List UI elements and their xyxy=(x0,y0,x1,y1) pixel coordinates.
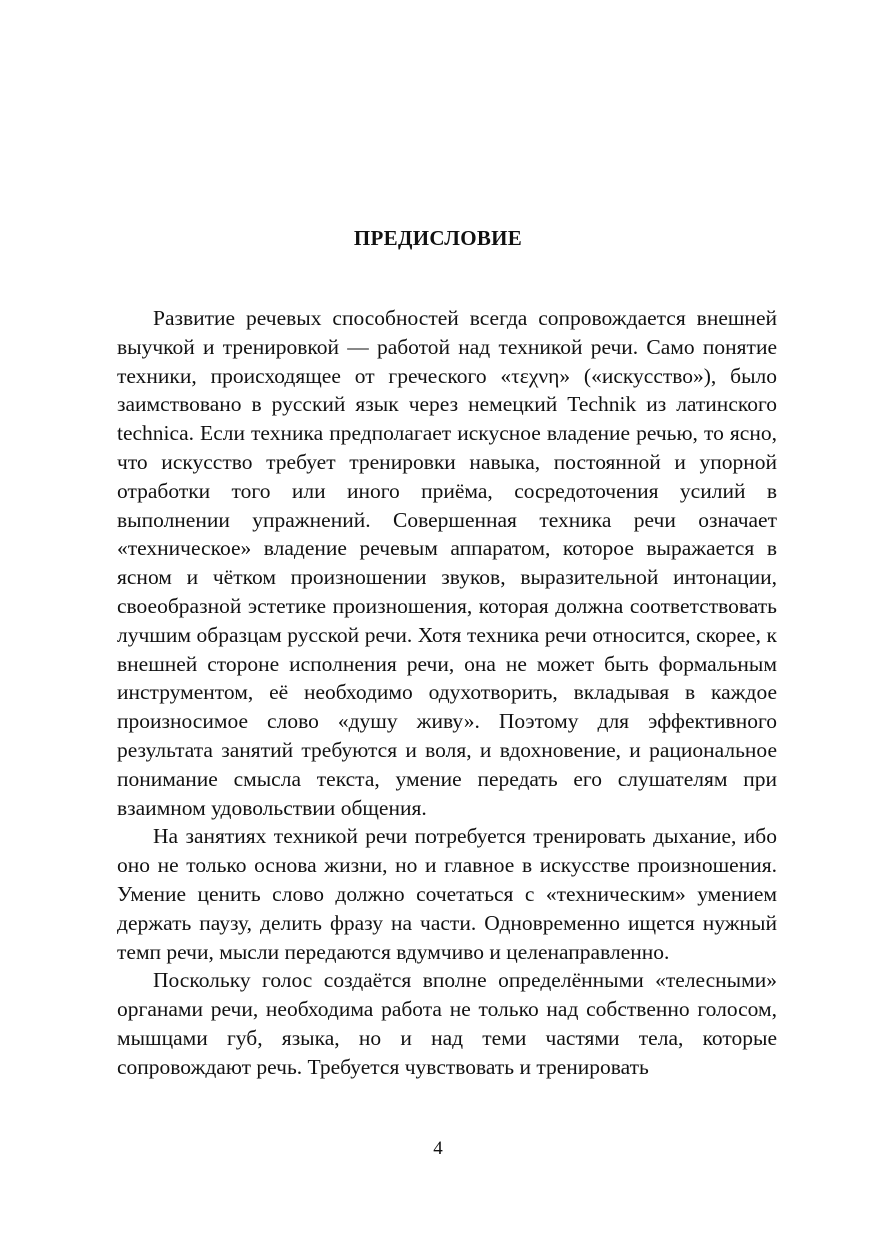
paragraph-3: Поскольку голос создаётся вполне определёнными «телесными» органами речи, необходима работа не только над собственно голосом, мышцами губ, языка, но и над теми частями тела, которые сопровождают речь. Требуется чувствовать и тренировать xyxy=(117,968,777,1079)
paragraph-1: Развитие речевых способностей всегда сопровождается внешней выучкой и тренировкой — работой над техникой речи. Само понятие техники, происходящее от греческого «τεχνη» («искусство»), было заимствовано в русский язык через немецкий Technik из латинского technica. Если техника предполагает искусное владение речью, то ясно, что искусство требует тренировки навыка, постоянной и упорной отработки того или иного приёма, сосредоточения усилий в выполнении упражнений. Совершенная техника речи означает «техническое» владение речевым аппаратом, которое выражается в ясном и чётком произношении звуков, выразительной интонации, своеобразной эстетике произношения, которая должна соответствовать лучшим образцам русской речи. Хотя техника речи относится, скорее, к внешней стороне исполнения речи, она не может быть формальным инструментом, её необходимо одухотворить, вкладывая в каждое произносимое слово «душу живу». Поэтому для эффективного результата занятий требуются и воля, и вдохновение, и рациональное понимание смысла текста, умение передать его слушателям при взаимном удовольствии общения. xyxy=(117,306,777,820)
paragraph-2: На занятиях техникой речи потребуется тренировать дыхание, ибо оно не только основа жизни, но и главное в искусстве произношения. Умение ценить слово должно сочетаться с «техническим» умением держать паузу, делить фразу на части. Одновременно ищется нужный темп речи, мысли передаются вдумчиво и целенаправленно. xyxy=(117,824,777,964)
body-text xyxy=(117,304,777,1082)
page-title: ПРЕДИСЛОВИЕ xyxy=(353,226,523,250)
page-number: 4 xyxy=(433,1138,443,1159)
